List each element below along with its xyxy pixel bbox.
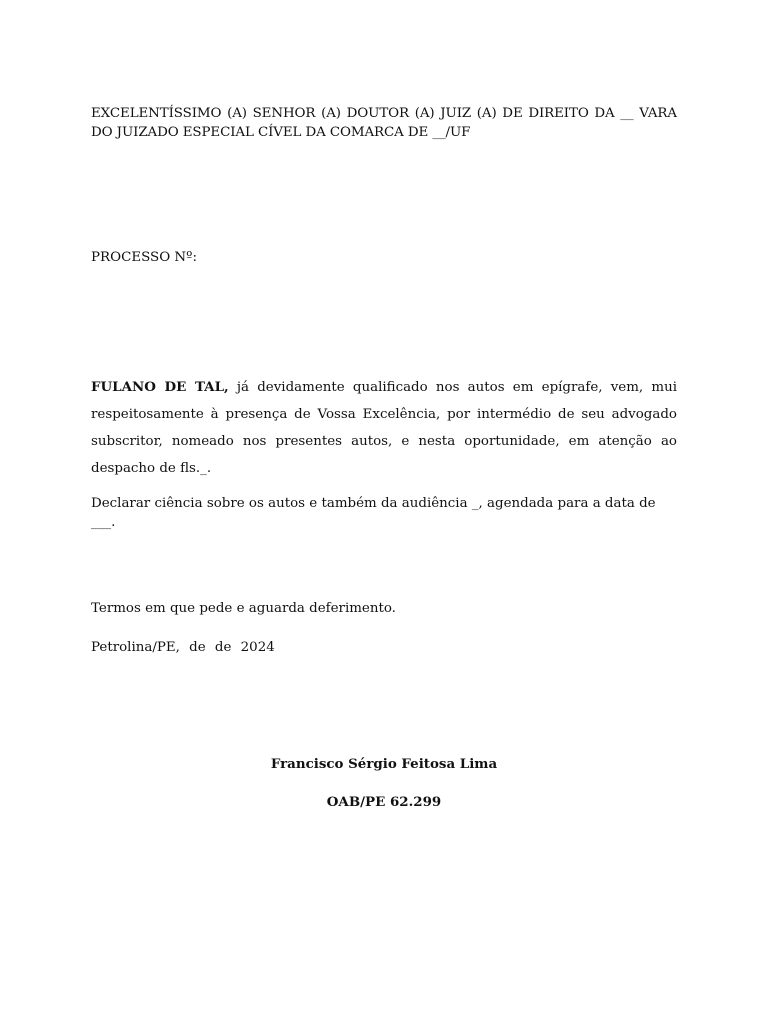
closing-paragraph: Termos em que pede e aguarda deferimento. <box>91 601 396 616</box>
signature-name: Francisco Sérgio Feitosa Lima <box>270 756 498 772</box>
signature-oab: OAB/PE 62.299 <box>326 794 442 810</box>
addressee-heading: EXCELENTÍSSIMO (A) SENHOR (A) DOUTOR (A) JUIZ (A) DE DIREITO DA __ VARA DO JUIZADO ESPECIAL CÍVEL DA COMARCA DE __/UF <box>91 106 677 140</box>
processo-number-label: PROCESSO Nº: <box>91 250 197 265</box>
body-text: já devidamente qualificado nos autos em epígrafe, vem, mui respeitosamente à presença de Vossa Excelência, por intermédio de seu advogado subscritor, nomeado nos presentes autos, e nesta oportunidade, em atenção ao despacho de fls._. <box>91 380 677 476</box>
declaration-paragraph: Declarar ciência sobre os autos e também da audiência _, agendada para a data de ___. <box>91 496 656 530</box>
party-name: FULANO DE TAL, <box>91 379 229 395</box>
body-paragraph <box>91 374 677 482</box>
place-date-line: Petrolina/PE, de de 2024 <box>91 640 275 655</box>
